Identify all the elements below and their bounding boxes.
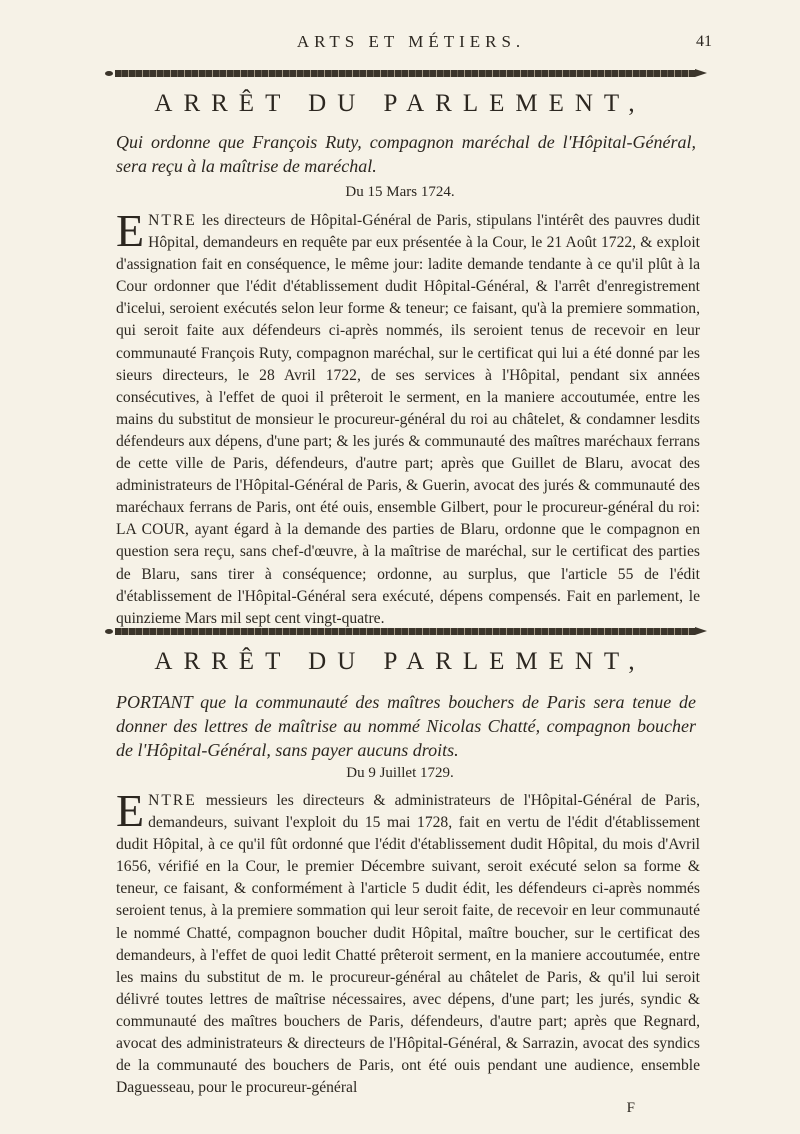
arret-2-body xyxy=(116,785,700,1099)
arret-2-date: Du 9 Juillet 1729. xyxy=(346,765,454,781)
arret-2-heading: ARRÊT DU PARLEMENT, xyxy=(154,648,646,675)
signature-mark: F xyxy=(626,1100,635,1116)
page-number: 41 xyxy=(696,33,712,50)
running-head xyxy=(0,32,800,62)
arret-1-date: Du 15 Mars 1724. xyxy=(345,184,455,200)
arret-1-body xyxy=(116,205,700,630)
arret-1-lead: NTRE xyxy=(148,212,197,229)
arret-1-text: les directeurs de Hôpital-Général de Paris, stipulans l'intérêt des pauvres dudit Hôpital, demandeurs en requête par eux présentée à la Cour, le 21 Août 1722, & exploit d'assignation fait en conséquence, le même jour: ladite demande tendante à ce qu'il plût à la Cour ordonner que l'édit d'établissement dudit Hôpital-Général, & l'arrêt d'enregistrement d'icelui, seroient exécutés selon leur forme & teneur; ce faisant, qu'à la premiere sommation, qui seroit faite aux défendeurs ci-après nommés, ils seroient tenus de recevoir en leur communauté François Ruty, compagnon maréchal, sur le certificat qui lui a été donné par les sieurs directeurs, le 28 Avril 1722, de ses services à l'Hôpital, pendant six années consécutives, à l'effet de quoi il prêteroit le serment, en la maniere accoutumée, entre les mains du substitut de monsieur le procureur-général du roi au châtelet, & condamner lesdits défendeurs aux dépens, d'une part; & les jurés & communauté des maîtres maréchaux ferrans de cette ville de Paris, défendeurs, d'autre part; après que Guillet de Blaru, avocat des administrateurs de l'Hôpital-Général de Paris, & Guerin, avocat des jurés & communauté des maréchaux ferrans de Paris, ont été ouis, ensemble Gilbert, pour le procureur-général du roi: LA COUR, ayant égard à la demande des parties de Blaru, ordonne que le compagnon en question sera reçu, sans chef-d'œuvre, à la maîtrise de maréchal, sur le certificat des parties de Blaru, sans tirer à conséquence; ordonne, au surplus, que l'article 55 de l'édit d'établissement de l'Hôpital-Général sera exécuté, dépens compensés. Fait en parlement, le quinzieme Mars mil sept cent vingt-quatre. xyxy=(116,212,700,627)
arret-2-text: messieurs les directeurs & administrateurs de l'Hôpital-Général de Paris, demandeurs, suivant l'exploit du 15 mai 1728, fait en vertu de l'édit d'établissement dudit Hôpital, à ce qu'il fût ordonné que l'édit d'établissement dudit Hôpital, du mois d'Avril 1656, vérifié en la Cour, le premier Décembre suivant, seroit exécuté selon sa forme & teneur, ce faisant, & conformément à l'article 5 dudit édit, les défendeurs ci-après nommés seroient tenus, à la premiere sommation qui leur seroit faite, de recevoir en leur communauté le nommé Chatté, compagnon boucher dudit Hôpital, maître boucher, sur le certificat des demandeurs, à l'effet de quoi ledit Chatté prêteroit serment, en la maniere accoutumée, entre les mains du substitut de m. le procureur-général au châtelet de Paris, & qu'il lui seroit délivré toutes lettres de maîtrise nécessaires, avec dépens, d'une part; les jurés, syndic & communauté des maîtres bouchers de Paris, défendeurs, d'autre part; après que Regnard, avocat des administrateurs & directeurs de l'Hôpital-Général, & Sarrazin, avocat des syndics de la communauté des bouchers de Paris, ont été ouis pendant une audience, ensemble Daguesseau, pour le procureur-général xyxy=(116,792,700,1097)
arret-2-summary: PORTANT que la communauté des maîtres bouchers de Paris sera tenue de donner des lettres de maîtrise au nommé Nicolas Chatté, compagnon boucher de l'Hôpital-Général, sans payer aucuns droits. xyxy=(116,692,696,760)
arret-1-heading: ARRÊT DU PARLEMENT, xyxy=(154,90,646,117)
arret-2-dropcap: E xyxy=(116,785,145,836)
ornamental-rule-top xyxy=(115,70,695,77)
running-head-title: ARTS ET MÉTIERS. xyxy=(296,32,526,51)
arret-1-dropcap: E xyxy=(116,205,145,256)
arret-2-lead: NTRE xyxy=(148,792,197,809)
arret-1-summary: Qui ordonne que François Ruty, compagnon maréchal de l'Hôpital-Général, sera reçu à la maîtrise de maréchal. xyxy=(116,132,696,176)
ornamental-rule-middle xyxy=(115,628,695,635)
